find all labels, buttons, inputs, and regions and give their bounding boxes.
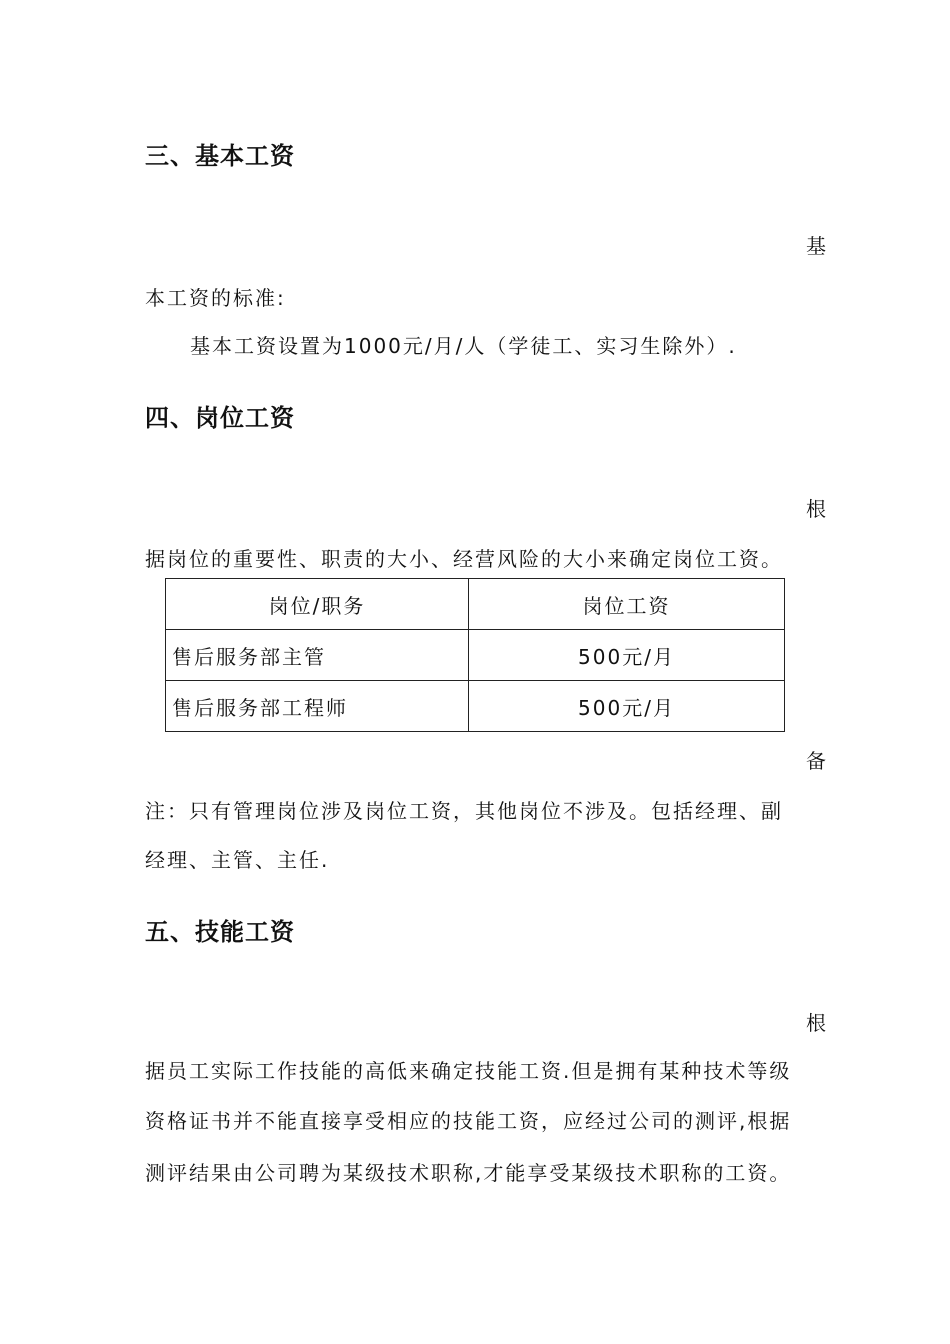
paragraph-wrap-char: 基: [806, 234, 828, 258]
table-row: [166, 630, 785, 681]
paragraph-text: 资格证书并不能直接享受相应的技能工资，应经过公司的测评,根据: [145, 1109, 792, 1133]
table-cell: 500元/月: [469, 630, 785, 681]
table-cell: 500元/月: [469, 681, 785, 732]
paragraph-text: 本工资的标准:: [145, 286, 286, 310]
paragraph-text: 据岗位的重要性、职责的大小、经营风险的大小来确定岗位工资。: [145, 547, 783, 571]
paragraph-text: 基本工资设置为1000元/月/人（学徒工、实习生除外）.: [190, 334, 737, 358]
section-heading-position-salary: 四、岗位工资: [145, 404, 295, 432]
paragraph-wrap-char: 根: [806, 1011, 828, 1035]
section-heading-skill-salary: 五、技能工资: [145, 918, 295, 946]
paragraph-wrap-char: 根: [806, 497, 828, 521]
note-text: 经理、主管、主任.: [145, 848, 330, 872]
position-salary-table: [165, 578, 785, 732]
note-wrap-char: 备: [806, 749, 828, 773]
table-cell: 售后服务部工程师: [166, 681, 469, 732]
paragraph-text: 据员工实际工作技能的高低来确定技能工资.但是拥有某种技术等级: [145, 1059, 792, 1083]
table-header-cell: 岗位工资: [469, 579, 785, 630]
table-cell: 售后服务部主管: [166, 630, 469, 681]
table-row: [166, 681, 785, 732]
note-text: 注：只有管理岗位涉及岗位工资，其他岗位不涉及。包括经理、副: [145, 799, 783, 823]
paragraph-text: 测评结果由公司聘为某级技术职称,才能享受某级技术职称的工资。: [145, 1161, 792, 1185]
table-header-row: [166, 579, 785, 630]
table-header-cell: 岗位/职务: [166, 579, 469, 630]
section-heading-basic-salary: 三、基本工资: [145, 142, 295, 170]
